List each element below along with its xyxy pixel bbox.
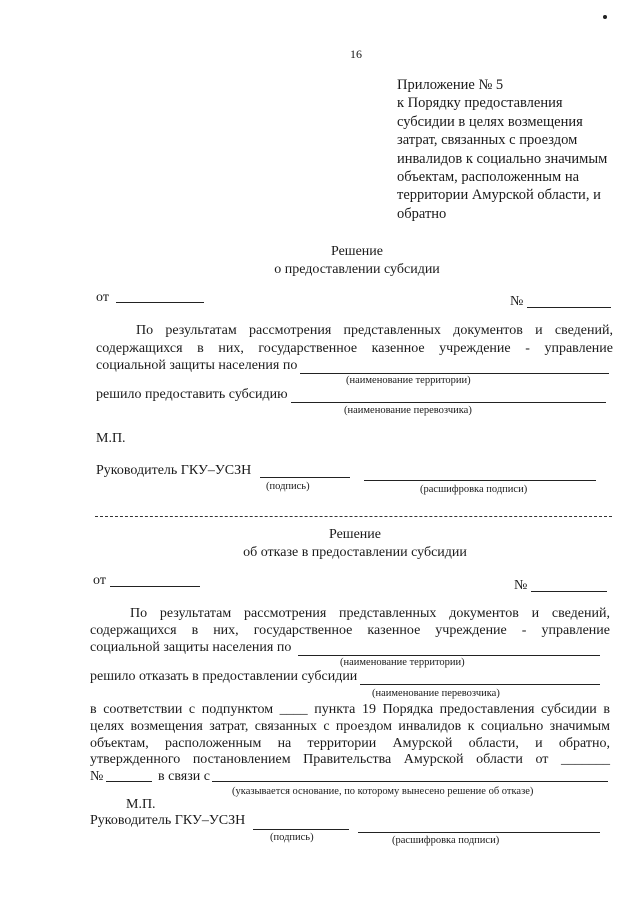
decision1-from-label: от	[96, 290, 109, 305]
decision1-hint-territory: (наименование территории)	[346, 375, 471, 386]
decision2-refuse-text: решило отказать в предоставлении субсидии	[90, 669, 358, 684]
decision1-grant-text: решило предоставить субсидию	[96, 387, 288, 402]
decision2-basis-line: целях возмещения затрат, связанных с проездом инвалидов к социально значимым	[90, 719, 610, 734]
decision2-basis-line: утвержденного постановлением Правительства Амурской области от _______	[90, 752, 610, 767]
decision2-basis-line: объектам, расположенным на территории Амурской области, и обратно,	[90, 736, 610, 751]
decision2-hint-reason: (указывается основание, по которому вынесено решение об отказе)	[232, 786, 534, 797]
decision1-head-label: Руководитель ГКУ–УСЗН	[96, 463, 252, 478]
scan-speck	[603, 15, 607, 19]
decision1-body-last: социальной защиты населения по	[96, 358, 298, 373]
decision1-subtitle: о предоставлении субсидии	[274, 262, 440, 277]
decision2-carrier-blank	[360, 684, 600, 685]
appendix-line: территории Амурской области, и	[397, 187, 601, 204]
decision2-basis-no: №	[90, 769, 104, 784]
decision2-from-label: от	[93, 573, 106, 588]
decision2-subtitle: об отказе в предоставлении субсидии	[243, 545, 467, 560]
decision1-no-label: №	[510, 294, 524, 309]
appendix-line: затрат, связанных с проездом	[397, 132, 578, 149]
decision1-hint-signature: (подпись)	[266, 481, 310, 492]
decision2-signature-blank	[253, 829, 349, 830]
decision2-hint-territory: (наименование территории)	[340, 657, 465, 668]
decision1-number-blank	[527, 307, 611, 308]
decision2-hint-decode: (расшифровка подписи)	[392, 835, 500, 846]
decision2-body-line: содержащихся в них, государственное казенное учреждение - управление	[90, 623, 610, 638]
decision1-body-line: содержащихся в них, государственное казенное учреждение - управление	[96, 341, 613, 356]
appendix-block	[397, 76, 627, 223]
decision1-body-line: По результатам рассмотрения представленных документов и сведений,	[136, 323, 613, 338]
decision2-hint-signature: (подпись)	[270, 832, 314, 843]
decision2-no-label: №	[514, 578, 528, 593]
decision2-reason-blank	[212, 781, 608, 782]
appendix-line: инвалидов к социально значимым	[397, 150, 608, 167]
appendix-line: обратно	[397, 205, 447, 222]
appendix-line: Приложение № 5	[397, 77, 504, 93]
appendix-line: объектам, расположенным на	[397, 169, 580, 186]
decision2-territory-blank	[298, 655, 600, 656]
decision2-hint-carrier: (наименование перевозчика)	[372, 688, 500, 699]
decision1-decode-blank	[364, 480, 596, 481]
decision1-title: Решение	[330, 244, 383, 259]
appendix-line: субсидии в целях возмещения	[397, 113, 583, 130]
decision1-hint-decode: (расшифровка подписи)	[420, 484, 528, 495]
appendix-line: к Порядку предоставления	[397, 95, 563, 112]
decision1-hint-carrier: (наименование перевозчика)	[344, 405, 472, 416]
decision1-territory-blank	[300, 373, 609, 374]
decision2-title: Решение	[328, 527, 381, 542]
decision2-body-line: По результатам рассмотрения представленных документов и сведений,	[130, 606, 610, 621]
decision2-basis-line: в соответствии с подпунктом ____ пункта 19 Порядка предоставления субсидии в	[90, 702, 610, 717]
decision1-signature-blank	[260, 477, 350, 478]
decision1-date-blank	[116, 302, 204, 303]
decision2-number-blank	[531, 591, 607, 592]
section-cut-line	[95, 516, 612, 517]
decision2-decode-blank	[358, 832, 600, 833]
decision2-head-label: Руководитель ГКУ–УСЗН	[90, 813, 246, 828]
page-number: 16	[350, 47, 362, 61]
decision2-body-last: социальной защиты населения по	[90, 640, 292, 655]
decision2-stamp: М.П.	[126, 797, 156, 812]
decision1-stamp: М.П.	[96, 431, 126, 446]
decision2-basis-text: в связи с	[158, 769, 210, 784]
decision1-carrier-blank	[291, 402, 606, 403]
decision2-date-blank	[110, 586, 200, 587]
decision2-number-blank2	[106, 781, 152, 782]
